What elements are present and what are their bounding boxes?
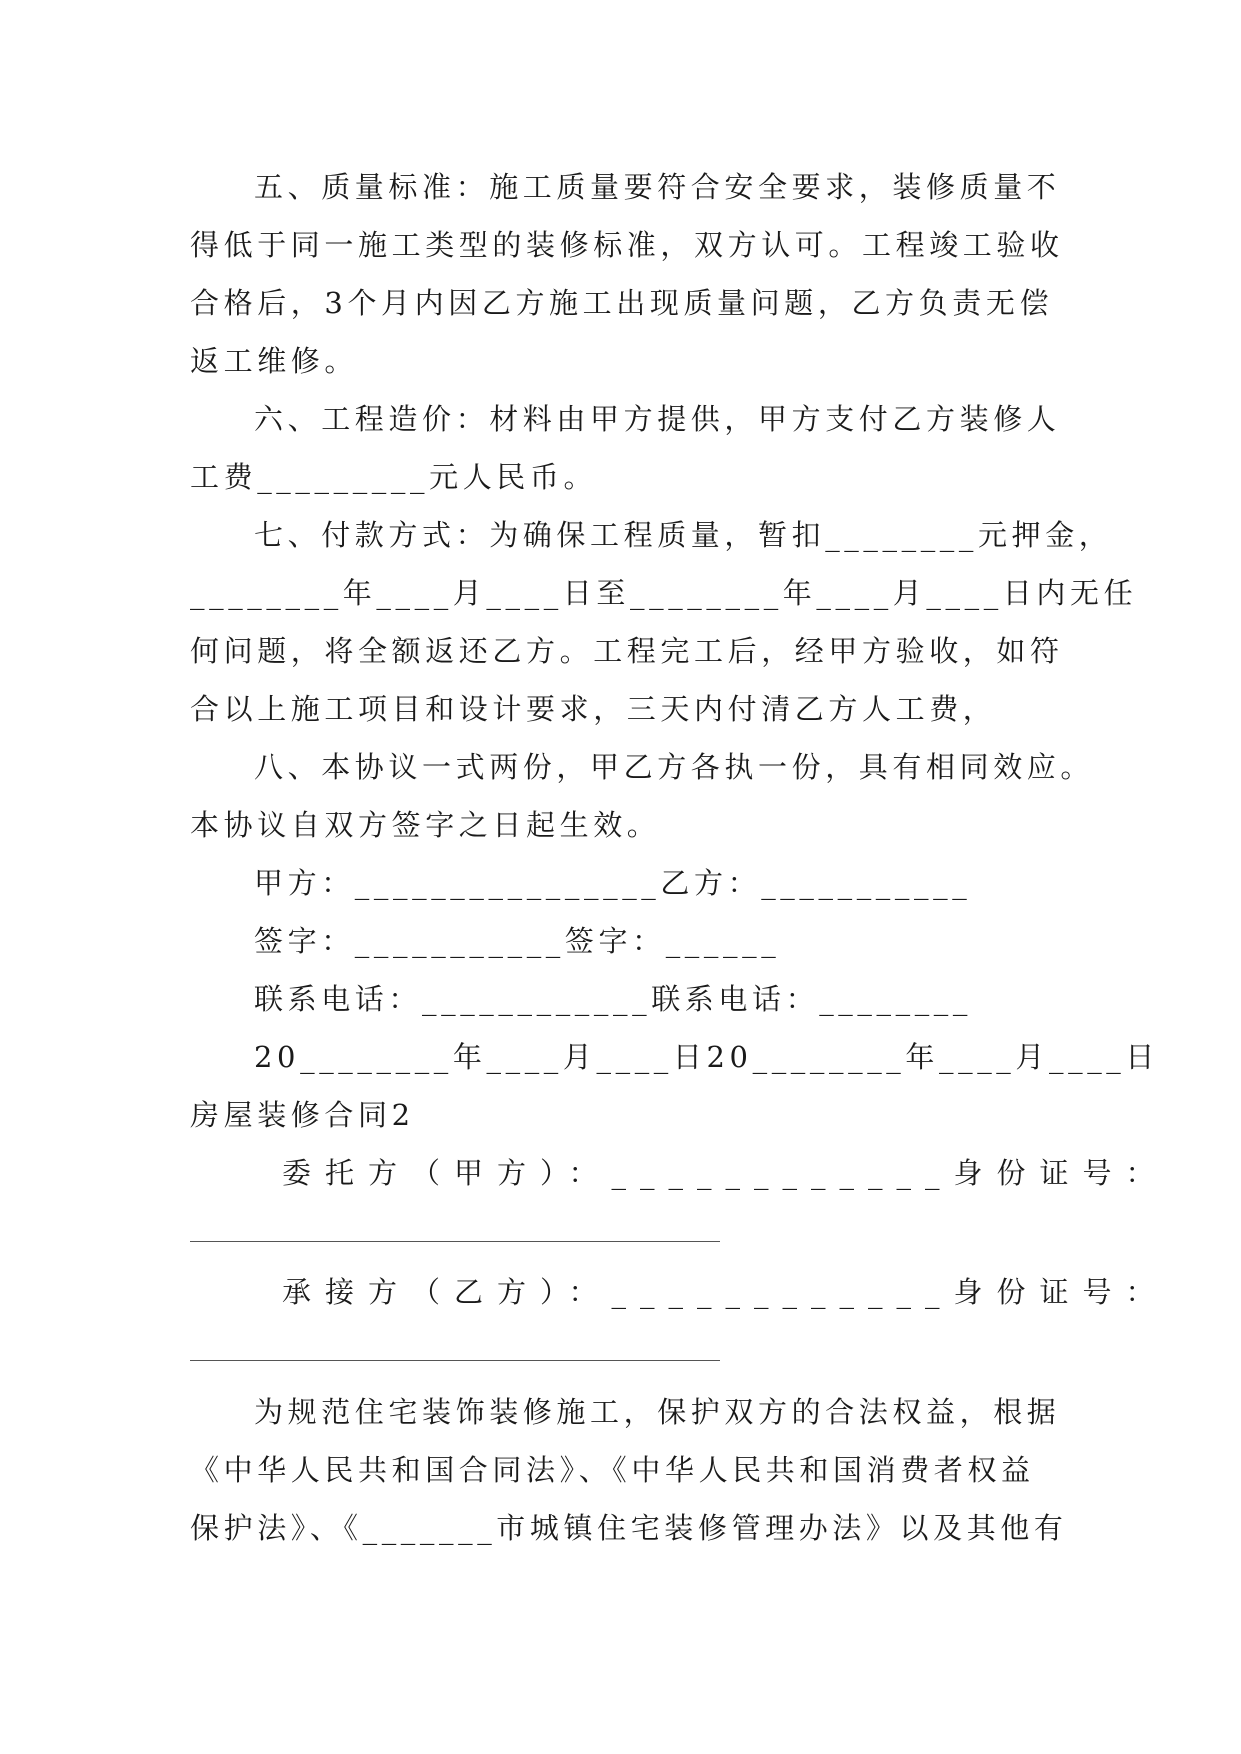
clause-5-line-4: 返工维修。 bbox=[190, 344, 359, 378]
client-id-rule bbox=[190, 1241, 720, 1242]
contract-title: 房屋装修合同2 bbox=[190, 1098, 415, 1132]
clause-5-line-1: 五、质量标准：施工质量要符合安全要求，装修质量不 bbox=[254, 170, 1061, 204]
clause-6-line-2: 工费_________元人民币。 bbox=[190, 460, 598, 494]
clause-6-line-1: 六、工程造价：材料由甲方提供，甲方支付乙方装修人 bbox=[254, 402, 1061, 436]
preamble-line-1: 为规范住宅装饰装修施工，保护双方的合法权益，根据 bbox=[254, 1395, 1061, 1429]
contractor-id-rule bbox=[190, 1360, 720, 1361]
phone-line: 联系电话：____________联系电话：________ bbox=[254, 982, 973, 1016]
client-line: 委托方（甲方）：____________身份证号： bbox=[282, 1156, 1169, 1190]
preamble-line-2: 《中华人民共和国合同法》、《中华人民共和国消费者权益 bbox=[190, 1453, 1035, 1487]
contractor-line: 承接方（乙方）：____________身份证号： bbox=[282, 1275, 1169, 1309]
clause-5-line-3: 合格后，3个月内因乙方施工出现质量问题，乙方负责无偿 bbox=[190, 286, 1054, 320]
signature-line: 签字：___________签字：______ bbox=[254, 924, 781, 958]
clause-7-line-1: 七、付款方式：为确保工程质量，暂扣________元押金， bbox=[254, 518, 1113, 552]
date-line: 20________年____月____日20________年____月____日 bbox=[254, 1040, 1160, 1074]
clause-8-line-2: 本协议自双方签字之日起生效。 bbox=[190, 808, 661, 842]
preamble-line-3: 保护法》、《_______市城镇住宅装修管理办法》以及其他有 bbox=[190, 1511, 1068, 1545]
party-line: 甲方：________________乙方：___________ bbox=[254, 866, 972, 900]
clause-5-line-2: 得低于同一施工类型的装修标准，双方认可。工程竣工验收 bbox=[190, 228, 1064, 262]
clause-7-line-2: ________年____月____日至________年____月____日内无任 bbox=[190, 576, 1138, 610]
clause-8-line-1: 八、本协议一式两份，甲乙方各执一份，具有相同效应。 bbox=[254, 750, 1095, 784]
clause-7-line-3: 何问题，将全额返还乙方。工程完工后，经甲方验收，如符 bbox=[190, 634, 1064, 668]
clause-7-line-4: 合以上施工项目和设计要求，三天内付清乙方人工费， bbox=[190, 692, 997, 726]
